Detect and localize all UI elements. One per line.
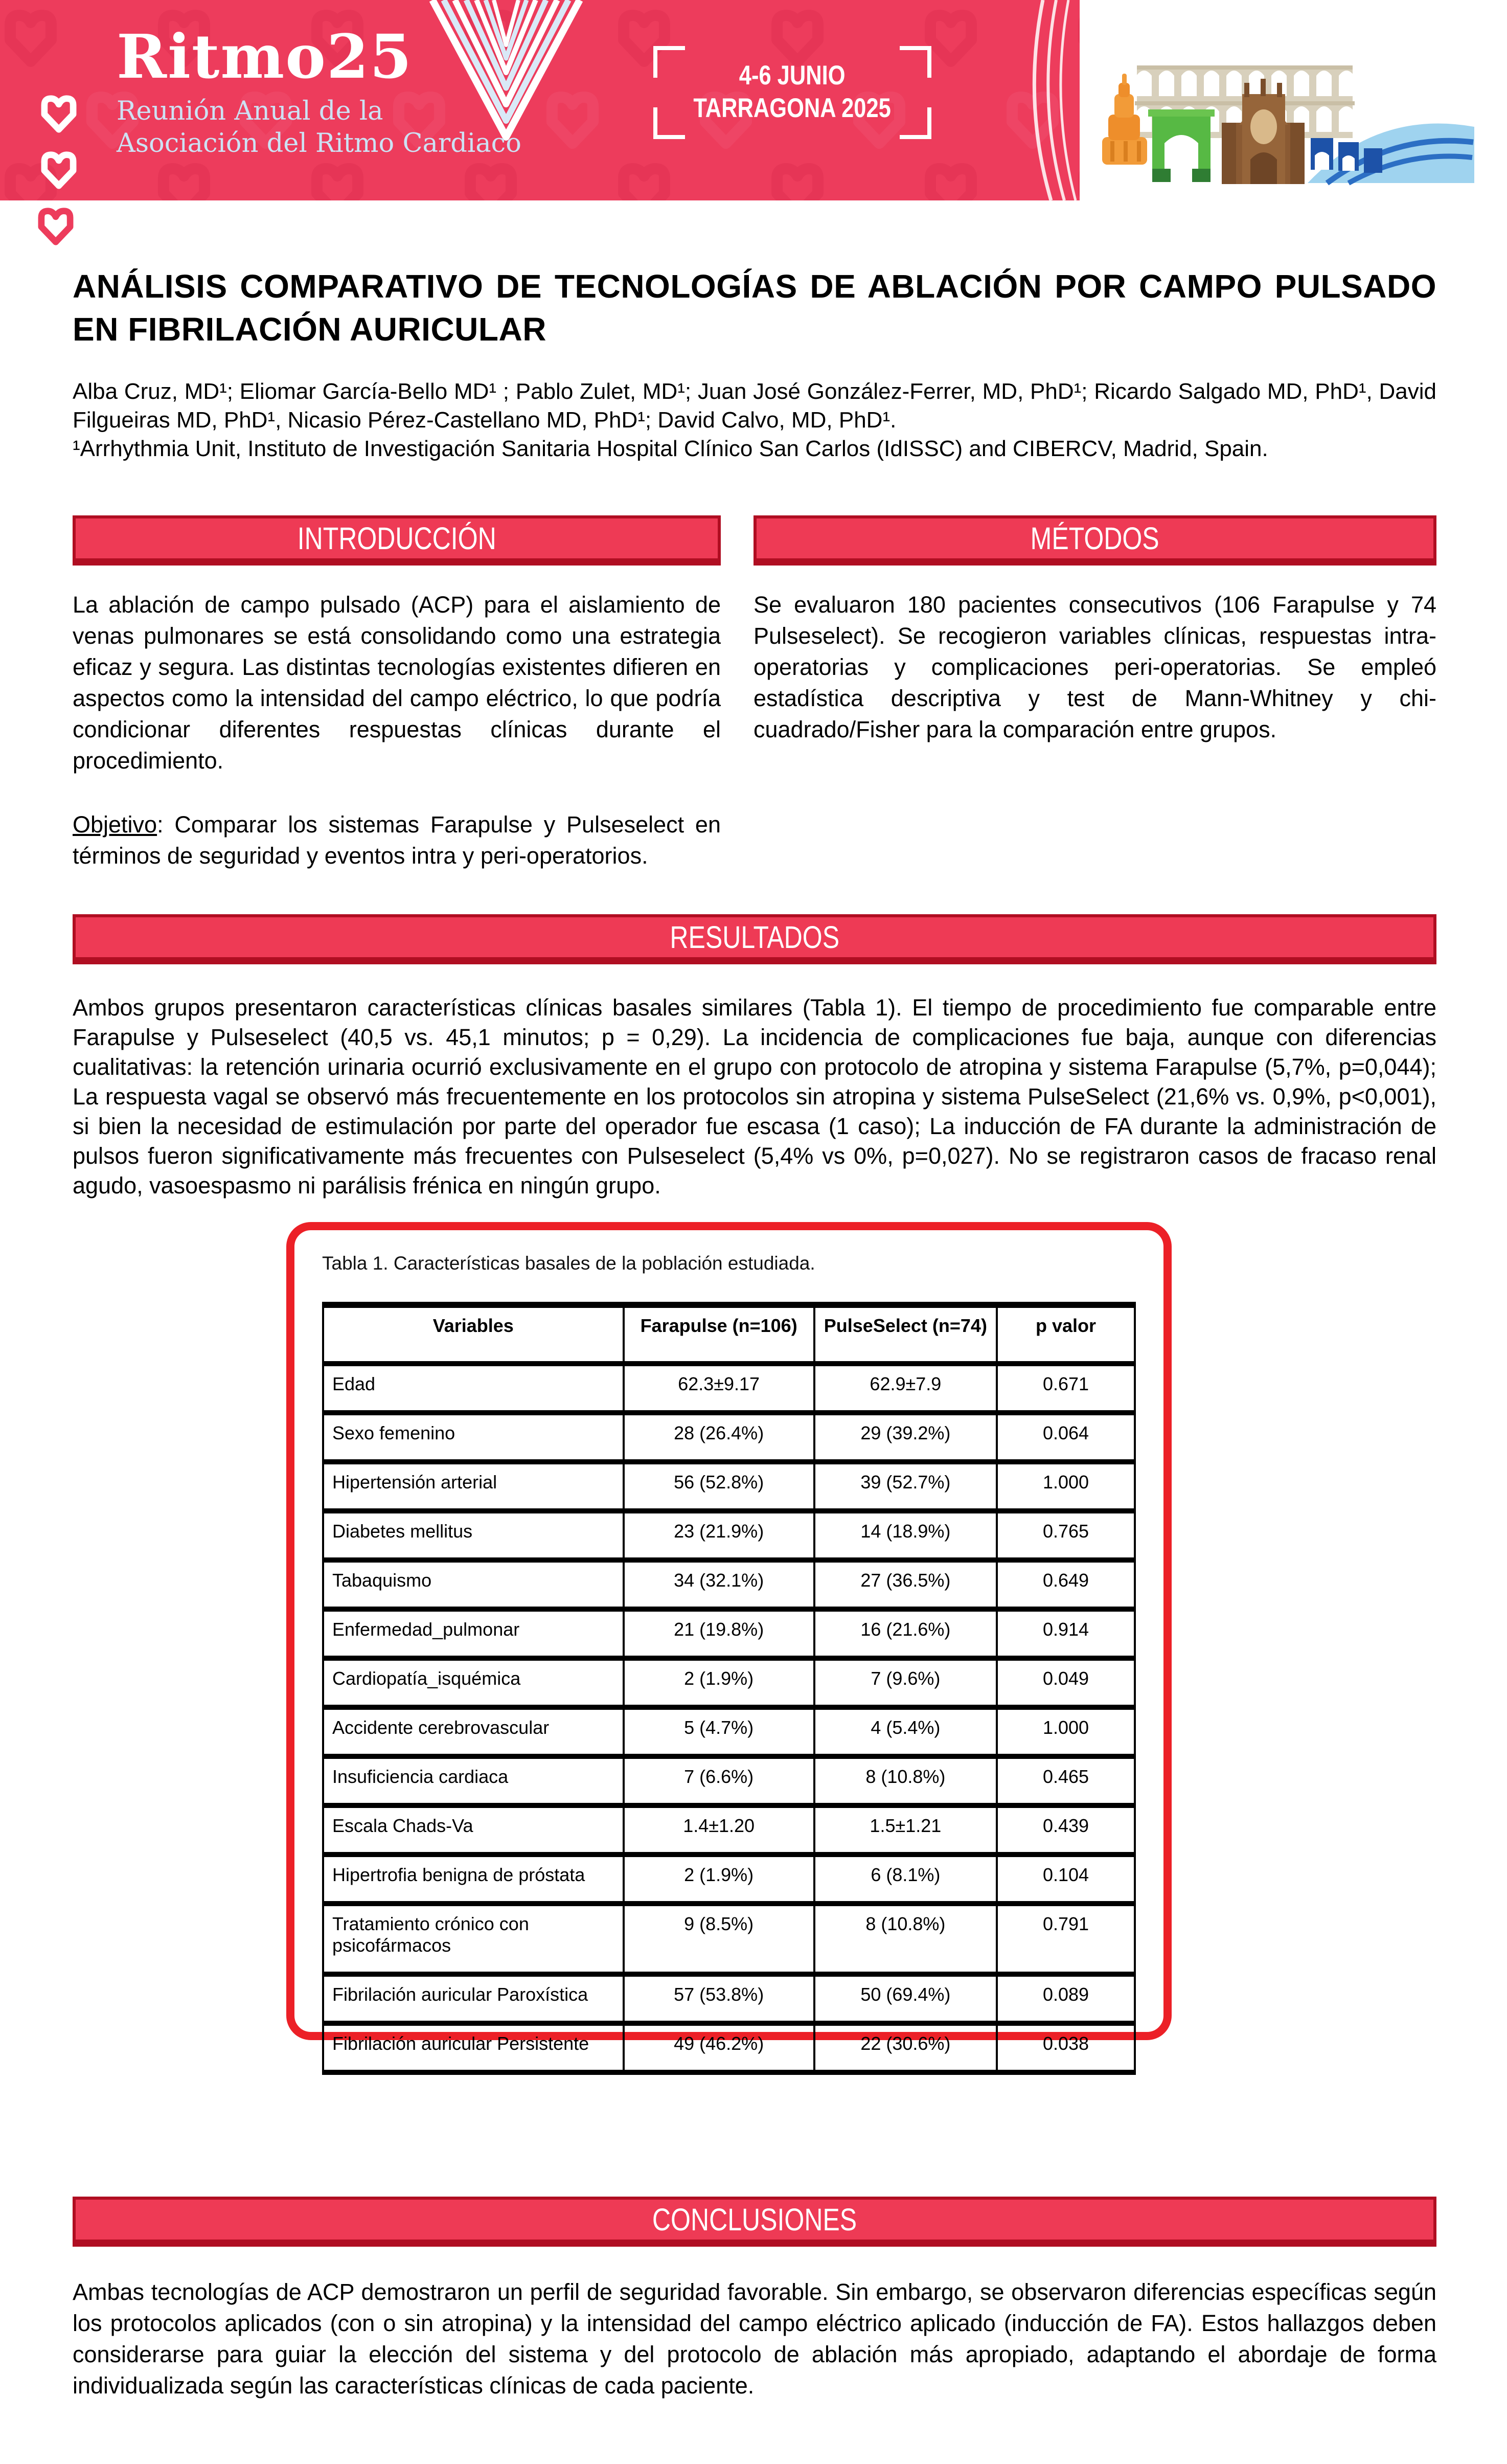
section-heading-metodos: MÉTODOS — [1031, 521, 1159, 556]
table-cell: Tabaquismo — [323, 1560, 624, 1609]
section-heading-resultados: RESULTADOS — [670, 920, 839, 955]
table-row — [323, 1560, 1135, 1609]
conference-banner — [0, 0, 1507, 200]
table-cell: Accidente cerebrovascular — [323, 1707, 624, 1756]
logo-subtitle-line1: Reunión Anual de la — [117, 96, 383, 126]
tarragona-landmarks-illustration — [1088, 60, 1482, 187]
table-cell: 14 (18.9%) — [814, 1511, 997, 1560]
objetivo-text: : Comparar los sistemas Farapulse y Pulseselect en términos de seguridad y eventos intra y peri-operatorios. — [73, 811, 721, 869]
table-cell: 0.104 — [997, 1855, 1135, 1904]
bracket-top-right-icon — [900, 46, 931, 78]
table-cell: Escala Chads-Va — [323, 1805, 624, 1855]
bracket-top-left-icon — [653, 46, 685, 78]
bracket-bottom-right-icon — [900, 107, 931, 139]
table-cell: 7 (6.6%) — [624, 1756, 814, 1805]
section-bar-metodos — [754, 515, 1436, 566]
table-cell: 0.914 — [997, 1609, 1135, 1658]
methods-column — [754, 515, 1436, 871]
table-cell: 4 (5.4%) — [814, 1707, 997, 1756]
table-row — [323, 1462, 1135, 1511]
table-cell: 2 (1.9%) — [624, 1855, 814, 1904]
table-row — [323, 1609, 1135, 1658]
conference-logo — [117, 21, 521, 160]
objetivo-label: Objetivo — [73, 811, 157, 838]
logo-title: Ritmo25 — [117, 21, 413, 92]
table-cell: Insuficiencia cardiaca — [323, 1756, 624, 1805]
table-cell: 0.671 — [997, 1364, 1135, 1413]
table-cell: 28 (26.4%) — [624, 1413, 814, 1462]
table-cell: 8 (10.8%) — [814, 1904, 997, 1974]
table-1 — [322, 1302, 1136, 2075]
table-cell: 1.4±1.20 — [624, 1805, 814, 1855]
section-heading-introduccion: INTRODUCCIÓN — [297, 521, 496, 556]
resultados-body: Ambos grupos presentaron características clínicas basales similares (Tabla 1). El tiempo de procedimiento fue comparable entre Farapulse y Pulseselect (40,5 vs. 45,1 minutos; p = 0,29). La incidencia de complicaciones fue baja, aunque con diferencias cualitativas: la retención urinaria ocurrió exclusivamente en el grupo con protocolo de atropina y sistema Farapulse (5,7%, p=0,044); La respuesta vagal se observó más frecuentemente en los protocolos sin atropina y sistema PulseSelect (21,6% vs. 0,9%, p<0,001), si bien la necesidad de estimulación por parte del operador fue escasa (1 caso); La inducción de FA durante la administración de pulsos fueron significativamente más frecuentes con Pulseselect (5,4% vs 0%, p=0,027). No se registraron casos de fracaso renal agudo, vasoespasmo ni parálisis frénica en ningún grupo. — [73, 994, 1436, 1199]
table-cell: Enfermedad_pulmonar — [323, 1609, 624, 1658]
table-cell: 49 (46.2%) — [624, 2023, 814, 2072]
table-cell: 0.049 — [997, 1658, 1135, 1707]
heart-outline-pink-icon — [33, 205, 79, 251]
table-cell: Edad — [323, 1364, 624, 1413]
metodos-body: Se evaluaron 180 pacientes consecutivos (106 Farapulse y 74 Pulseselect). Se recogieron variables clínicas, respuestas intra-operatorias y complicaciones peri-operatorias. Se empleó estadística descriptiva y test de Mann-Whitney y chi-cuadrado/Fisher para la comparación entre grupos. — [754, 592, 1436, 742]
table-header-row — [323, 1305, 1135, 1364]
col-header-farapulse: Farapulse (n=106) — [624, 1305, 814, 1364]
table-cell: 39 (52.7%) — [814, 1462, 997, 1511]
table-cell: Diabetes mellitus — [323, 1511, 624, 1560]
conference-dates: 4-6 JUNIO — [739, 60, 846, 91]
table-row — [323, 1904, 1135, 1974]
conference-date-block — [653, 46, 931, 139]
authors-line: Alba Cruz, MD¹; Eliomar García-Bello MD¹ ; Pablo Zulet, MD¹; Juan José González-Ferrer, MD, PhD¹; Ricardo Salgado MD, PhD¹, David Filgueiras MD, PhD¹, Nicasio Pérez-Castellano MD, PhD¹; David Calvo, MD, PhD¹. — [73, 379, 1436, 433]
table-row — [323, 1511, 1135, 1560]
introduction-column — [73, 515, 721, 871]
table-cell: 0.089 — [997, 1974, 1135, 2023]
section-heading-conclusiones: CONCLUSIONES — [652, 2202, 857, 2237]
table-cell: 2 (1.9%) — [624, 1658, 814, 1707]
table-cell: Tratamiento crónico con psicofármacos — [323, 1904, 624, 1974]
table-row — [323, 2023, 1135, 2072]
table-row — [323, 1756, 1135, 1805]
table-cell: 22 (30.6%) — [814, 2023, 997, 2072]
table-cell: 23 (21.9%) — [624, 1511, 814, 1560]
conclusiones-body: Ambas tecnologías de ACP demostraron un perfil de seguridad favorable. Sin embargo, se observaron diferencias específicas según los protocolos aplicados (con o sin atropina) y la intensidad del campo eléctrico aplicado (inducción de FA). Estos hallazgos deben considerarse para guiar la elección del sistema y del protocolo de ablación más apropiado, adaptando el abordaje de forma individualizada según las características clínicas de cada paciente. — [73, 2279, 1436, 2399]
table-cell: Fibrilación auricular Persistente — [323, 2023, 624, 2072]
table-cell: 1.000 — [997, 1462, 1135, 1511]
table-row — [323, 1413, 1135, 1462]
table-cell: 6 (8.1%) — [814, 1855, 997, 1904]
section-bar-introduccion — [73, 515, 721, 566]
table-cell: 29 (39.2%) — [814, 1413, 997, 1462]
col-header-pulseselect: PulseSelect (n=74) — [814, 1305, 997, 1364]
table-cell: 62.9±7.9 — [814, 1364, 997, 1413]
col-header-pvalor: p valor — [997, 1305, 1135, 1364]
table-cell: 1.000 — [997, 1707, 1135, 1756]
logo-subtitle-line2: Asociación del Ritmo Cardiaco — [117, 128, 521, 159]
table-row — [323, 1658, 1135, 1707]
table-cell: Fibrilación auricular Paroxística — [323, 1974, 624, 2023]
heart-outline-white-icon-1 — [36, 92, 82, 138]
table-cell: 27 (36.5%) — [814, 1560, 997, 1609]
table-cell: 8 (10.8%) — [814, 1756, 997, 1805]
table-cell: 0.765 — [997, 1511, 1135, 1560]
col-header-variables: Variables — [323, 1305, 624, 1364]
table-cell: 0.439 — [997, 1805, 1135, 1855]
table-cell: 56 (52.8%) — [624, 1462, 814, 1511]
table-cell: Hipertensión arterial — [323, 1462, 624, 1511]
bracket-bottom-left-icon — [653, 107, 685, 139]
section-bar-conclusiones — [73, 2197, 1436, 2247]
poster-title: ANÁLISIS COMPARATIVO DE TECNOLOGÍAS DE ABLACIÓN POR CAMPO PULSADO EN FIBRILACIÓN AURICULAR — [73, 268, 1436, 348]
table-cell: Cardiopatía_isquémica — [323, 1658, 624, 1707]
table-row — [323, 1805, 1135, 1855]
table-1-caption: Tabla 1. Características basales de la población estudiada. — [322, 1253, 815, 1274]
table-cell: 0.791 — [997, 1904, 1135, 1974]
table-cell: 16 (21.6%) — [814, 1609, 997, 1658]
objetivo-paragraph — [73, 809, 721, 871]
heart-outline-white-icon-2 — [36, 148, 82, 194]
table-cell: 34 (32.1%) — [624, 1560, 814, 1609]
table-cell: 0.649 — [997, 1560, 1135, 1609]
table-cell: 9 (8.5%) — [624, 1904, 814, 1974]
introduccion-body: La ablación de campo pulsado (ACP) para el aislamiento de venas pulmonares se está consolidando como una estrategia eficaz y segura. Las distintas tecnologías existentes difieren en aspectos como la intensidad del campo eléctrico, lo que podría condicionar diferentes respuestas clínicas durante el procedimiento. — [73, 592, 721, 774]
table-cell: 57 (53.8%) — [624, 1974, 814, 2023]
table-row — [323, 1707, 1135, 1756]
table-cell: 21 (19.8%) — [624, 1609, 814, 1658]
table-cell: 0.465 — [997, 1756, 1135, 1805]
table-cell: 1.5±1.21 — [814, 1805, 997, 1855]
table-cell: 62.3±9.17 — [624, 1364, 814, 1413]
table-row — [323, 1364, 1135, 1413]
table-row — [323, 1974, 1135, 2023]
section-bar-resultados — [73, 914, 1436, 964]
logo-subtitle — [117, 95, 521, 160]
table-cell: 7 (9.6%) — [814, 1658, 997, 1707]
authors-block — [73, 377, 1436, 463]
banner-background — [0, 0, 1080, 200]
table-cell: Sexo femenino — [323, 1413, 624, 1462]
conference-location: TARRAGONA 2025 — [693, 93, 892, 123]
roman-arch-icon — [1148, 109, 1215, 182]
table-cell: Hipertrofia benigna de próstata — [323, 1855, 624, 1904]
table-cell: 50 (69.4%) — [814, 1974, 997, 2023]
table-1-container — [286, 1222, 1172, 2054]
intro-methods-columns — [73, 515, 1436, 871]
table-cell: 0.064 — [997, 1413, 1135, 1462]
table-cell: 0.038 — [997, 2023, 1135, 2072]
affiliation-line: ¹Arrhythmia Unit, Instituto de Investigación Sanitaria Hospital Clínico San Carlos (IdISSC) and CIBERCV, Madrid, Spain. — [73, 436, 1268, 461]
table-row — [323, 1855, 1135, 1904]
table-cell: 5 (4.7%) — [624, 1707, 814, 1756]
